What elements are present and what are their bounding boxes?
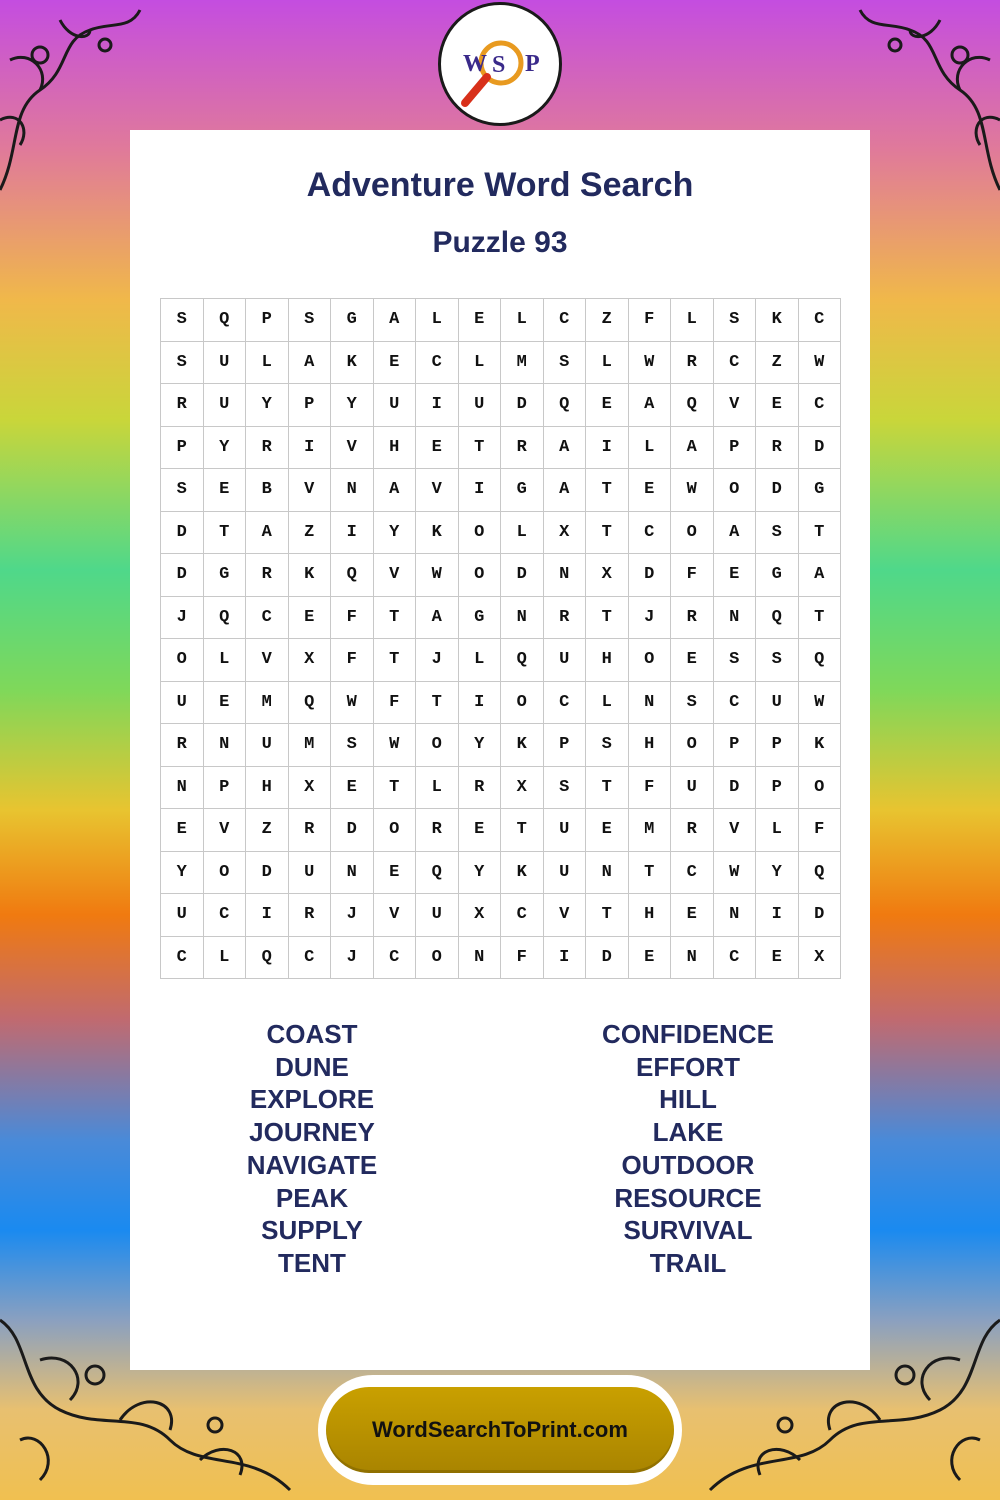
letter-grid [160,298,841,979]
grid-cell: D [161,554,204,597]
grid-cell: Q [331,554,374,597]
grid-cell: Z [246,809,289,852]
grid-cell: L [204,639,247,682]
grid-cell: M [501,342,544,385]
site-link-button-face[interactable] [326,1387,674,1473]
grid-cell: E [629,469,672,512]
grid-cell: R [459,767,502,810]
grid-cell: S [756,512,799,555]
grid-cell: Q [799,852,842,895]
grid-cell: Z [289,512,332,555]
grid-cell: X [586,554,629,597]
grid-cell: G [756,554,799,597]
word-list-item: TRAIL [649,1247,727,1278]
grid-cell: P [544,724,587,767]
grid-cell: F [799,809,842,852]
grid-cell: H [629,724,672,767]
grid-cell: T [204,512,247,555]
grid-cell: O [416,937,459,980]
grid-cell: V [204,809,247,852]
grid-cell: W [374,724,417,767]
grid-cell: W [629,342,672,385]
grid-cell: C [714,937,757,980]
corner-flourish-icon [0,0,150,200]
grid-cell: J [331,937,374,980]
grid-cell: T [799,512,842,555]
corner-flourish-icon [850,0,1000,200]
grid-cell: S [331,724,374,767]
grid-cell: Q [799,639,842,682]
grid-cell: A [374,469,417,512]
grid-cell: D [756,469,799,512]
grid-cell: Q [246,937,289,980]
word-list-item: SURVIVAL [623,1215,753,1246]
grid-cell: C [799,299,842,342]
grid-cell: I [586,427,629,470]
grid-cell: W [671,469,714,512]
grid-cell: D [714,767,757,810]
grid-cell: E [416,427,459,470]
grid-cell: M [629,809,672,852]
grid-cell: L [459,342,502,385]
grid-cell: V [714,809,757,852]
grid-cell: Y [246,384,289,427]
grid-cell: F [501,937,544,980]
grid-cell: E [374,852,417,895]
grid-cell: R [671,597,714,640]
grid-cell: V [374,894,417,937]
grid-cell: S [544,342,587,385]
grid-cell: V [331,427,374,470]
grid-cell: V [246,639,289,682]
grid-cell: U [289,852,332,895]
grid-cell: O [459,512,502,555]
grid-cell: G [204,554,247,597]
grid-cell: T [459,427,502,470]
grid-cell: E [671,639,714,682]
grid-cell: C [501,894,544,937]
grid-cell: A [374,299,417,342]
grid-cell: T [374,639,417,682]
word-list-item: TENT [278,1247,346,1278]
grid-cell: C [799,384,842,427]
grid-cell: I [544,937,587,980]
grid-cell: G [501,469,544,512]
grid-cell: Y [161,852,204,895]
grid-cell: V [416,469,459,512]
grid-cell: V [374,554,417,597]
word-list-item: DUNE [275,1051,349,1082]
grid-cell: A [714,512,757,555]
grid-cell: F [374,682,417,725]
grid-cell: D [586,937,629,980]
grid-cell: V [289,469,332,512]
grid-cell: C [246,597,289,640]
grid-cell: C [629,512,672,555]
grid-cell: G [799,469,842,512]
grid-cell: J [331,894,374,937]
grid-cell: C [416,342,459,385]
grid-cell: K [416,512,459,555]
grid-cell: H [246,767,289,810]
grid-cell: U [204,384,247,427]
grid-cell: U [161,894,204,937]
grid-cell: F [629,767,672,810]
word-list-item: JOURNEY [249,1117,375,1148]
grid-cell: N [331,469,374,512]
grid-cell: N [671,937,714,980]
grid-cell: L [246,342,289,385]
grid-cell: K [501,852,544,895]
grid-cell: E [714,554,757,597]
grid-cell: R [246,554,289,597]
grid-cell: X [459,894,502,937]
grid-cell: T [586,767,629,810]
grid-cell: C [204,894,247,937]
grid-cell: A [544,427,587,470]
grid-cell: T [374,597,417,640]
grid-cell: N [544,554,587,597]
grid-cell: N [459,937,502,980]
grid-cell: R [501,427,544,470]
grid-cell: K [799,724,842,767]
word-list-item: OUTDOOR [621,1149,755,1180]
grid-cell: P [161,427,204,470]
grid-cell: L [416,299,459,342]
grid-cell: S [161,342,204,385]
grid-cell: G [459,597,502,640]
grid-cell: T [586,469,629,512]
grid-cell: F [331,597,374,640]
grid-cell: S [161,299,204,342]
grid-cell: X [501,767,544,810]
word-list-item: RESOURCE [614,1182,762,1213]
grid-cell: O [161,639,204,682]
grid-cell: A [246,512,289,555]
grid-cell: L [586,682,629,725]
word-list-item: LAKE [652,1117,724,1148]
grid-cell: Q [416,852,459,895]
grid-cell: C [544,299,587,342]
grid-cell: W [799,682,842,725]
grid-cell: M [289,724,332,767]
grid-cell: D [331,809,374,852]
grid-cell: U [756,682,799,725]
grid-cell: H [374,427,417,470]
grid-cell: O [459,554,502,597]
grid-cell: Y [204,427,247,470]
grid-cell: T [586,512,629,555]
grid-cell: Q [756,597,799,640]
grid-cell: Q [544,384,587,427]
puzzle-number: Puzzle 93 [432,226,568,259]
grid-cell: O [671,724,714,767]
grid-cell: P [289,384,332,427]
grid-cell: L [501,512,544,555]
grid-cell: E [204,682,247,725]
site-link-button[interactable] [318,1375,682,1485]
grid-cell: T [416,682,459,725]
grid-cell: E [459,809,502,852]
grid-cell: N [714,894,757,937]
logo-letter-s: S [492,52,506,78]
grid-cell: N [714,597,757,640]
grid-cell: E [459,299,502,342]
grid-cell: Y [331,384,374,427]
grid-cell: D [799,894,842,937]
wsp-logo [438,2,562,126]
grid-cell: F [629,299,672,342]
grid-cell: R [671,809,714,852]
grid-cell: D [629,554,672,597]
grid-cell: S [544,767,587,810]
grid-cell: D [161,512,204,555]
grid-cell: O [416,724,459,767]
grid-cell: L [416,767,459,810]
grid-cell: K [501,724,544,767]
grid-cell: C [289,937,332,980]
grid-cell: K [289,554,332,597]
grid-cell: I [416,384,459,427]
grid-cell: J [629,597,672,640]
grid-cell: R [416,809,459,852]
grid-cell: Z [756,342,799,385]
grid-cell: X [544,512,587,555]
grid-cell: V [544,894,587,937]
grid-cell: C [714,682,757,725]
grid-cell: D [501,384,544,427]
grid-cell: R [246,427,289,470]
grid-cell: E [586,809,629,852]
grid-cell: E [204,469,247,512]
grid-cell: L [501,299,544,342]
grid-cell: P [204,767,247,810]
grid-cell: J [416,639,459,682]
grid-cell: L [204,937,247,980]
word-list-item: COAST [266,1019,358,1049]
grid-cell: N [331,852,374,895]
grid-cell: W [799,342,842,385]
grid-cell: U [246,724,289,767]
word-list-item: PEAK [275,1182,349,1213]
logo-letter-w: W [463,51,487,77]
grid-cell: Y [374,512,417,555]
grid-cell: A [671,427,714,470]
logo-letter-p: P [525,51,540,77]
grid-cell: A [416,597,459,640]
grid-cell: B [246,469,289,512]
grid-cell: T [586,894,629,937]
grid-cell: N [161,767,204,810]
grid-cell: E [289,597,332,640]
grid-cell: Z [586,299,629,342]
grid-cell: C [714,342,757,385]
grid-cell: E [586,384,629,427]
grid-cell: M [246,682,289,725]
grid-cell: A [799,554,842,597]
grid-cell: R [289,894,332,937]
grid-cell: S [756,639,799,682]
grid-cell: Q [289,682,332,725]
word-list-item: SUPPLY [261,1215,363,1246]
grid-cell: E [671,894,714,937]
word-list-item: NAVIGATE [246,1149,378,1180]
word-list-item: EXPLORE [249,1084,375,1115]
grid-cell: P [714,724,757,767]
grid-cell: L [756,809,799,852]
grid-cell: H [586,639,629,682]
grid-cell: E [331,767,374,810]
grid-cell: K [331,342,374,385]
grid-cell: C [544,682,587,725]
grid-cell: H [629,894,672,937]
grid-cell: Q [501,639,544,682]
grid-cell: U [671,767,714,810]
grid-cell: I [459,682,502,725]
grid-cell: T [501,809,544,852]
grid-cell: W [331,682,374,725]
grid-cell: P [756,767,799,810]
grid-cell: E [629,937,672,980]
grid-cell: I [459,469,502,512]
grid-cell: R [289,809,332,852]
grid-cell: S [161,469,204,512]
grid-cell: F [331,639,374,682]
site-link-label: WordSearchToPrint.com [372,1417,628,1442]
grid-cell: Y [459,852,502,895]
grid-cell: S [586,724,629,767]
grid-cell: D [246,852,289,895]
grid-cell: U [544,809,587,852]
grid-cell: A [289,342,332,385]
grid-cell: U [161,682,204,725]
word-list-item: HILL [659,1084,717,1115]
grid-cell: T [374,767,417,810]
grid-cell: D [799,427,842,470]
grid-cell: E [374,342,417,385]
grid-cell: Q [671,384,714,427]
grid-cell: O [204,852,247,895]
grid-cell: R [161,724,204,767]
grid-cell: C [671,852,714,895]
grid-cell: A [629,384,672,427]
grid-cell: N [501,597,544,640]
grid-cell: N [629,682,672,725]
grid-cell: W [714,852,757,895]
grid-cell: U [416,894,459,937]
grid-cell: O [629,639,672,682]
grid-cell: R [544,597,587,640]
grid-cell: A [544,469,587,512]
grid-cell: N [586,852,629,895]
grid-cell: L [459,639,502,682]
grid-cell: U [459,384,502,427]
grid-cell: U [544,852,587,895]
word-list-left [162,1018,462,1280]
grid-cell: J [161,597,204,640]
grid-cell: X [799,937,842,980]
grid-cell: O [501,682,544,725]
grid-cell: Q [204,299,247,342]
grid-cell: U [204,342,247,385]
grid-cell: S [714,639,757,682]
word-list-right [538,1018,838,1280]
grid-cell: O [671,512,714,555]
grid-cell: I [331,512,374,555]
grid-cell: C [161,937,204,980]
grid-cell: E [756,384,799,427]
grid-cell: L [671,299,714,342]
grid-cell: O [799,767,842,810]
grid-cell: D [501,554,544,597]
grid-cell: Y [756,852,799,895]
grid-cell: U [374,384,417,427]
grid-cell: P [714,427,757,470]
grid-cell: K [756,299,799,342]
grid-cell: I [289,427,332,470]
grid-cell: S [289,299,332,342]
grid-cell: O [374,809,417,852]
grid-cell: T [629,852,672,895]
grid-cell: E [161,809,204,852]
grid-cell: T [586,597,629,640]
page-title: Adventure Word Search [306,166,694,204]
grid-cell: P [246,299,289,342]
grid-cell: L [586,342,629,385]
grid-cell: R [671,342,714,385]
grid-cell: S [714,299,757,342]
grid-cell: I [756,894,799,937]
grid-cell: O [714,469,757,512]
grid-cell: F [671,554,714,597]
grid-cell: T [799,597,842,640]
grid-cell: L [629,427,672,470]
grid-cell: X [289,767,332,810]
grid-cell: S [671,682,714,725]
magnifier-icon [441,5,559,123]
grid-cell: R [161,384,204,427]
grid-cell: V [714,384,757,427]
grid-cell: N [204,724,247,767]
grid-cell: U [544,639,587,682]
grid-cell: I [246,894,289,937]
grid-cell: E [756,937,799,980]
grid-cell: W [416,554,459,597]
grid-cell: Q [204,597,247,640]
word-list-item: EFFORT [636,1051,740,1082]
grid-cell: C [374,937,417,980]
grid-cell: R [756,427,799,470]
word-list-item: CONFIDENCE [602,1019,774,1049]
puzzle-panel [130,130,870,1370]
grid-cell: G [331,299,374,342]
grid-cell: X [289,639,332,682]
grid-cell: P [756,724,799,767]
grid-cell: Y [459,724,502,767]
